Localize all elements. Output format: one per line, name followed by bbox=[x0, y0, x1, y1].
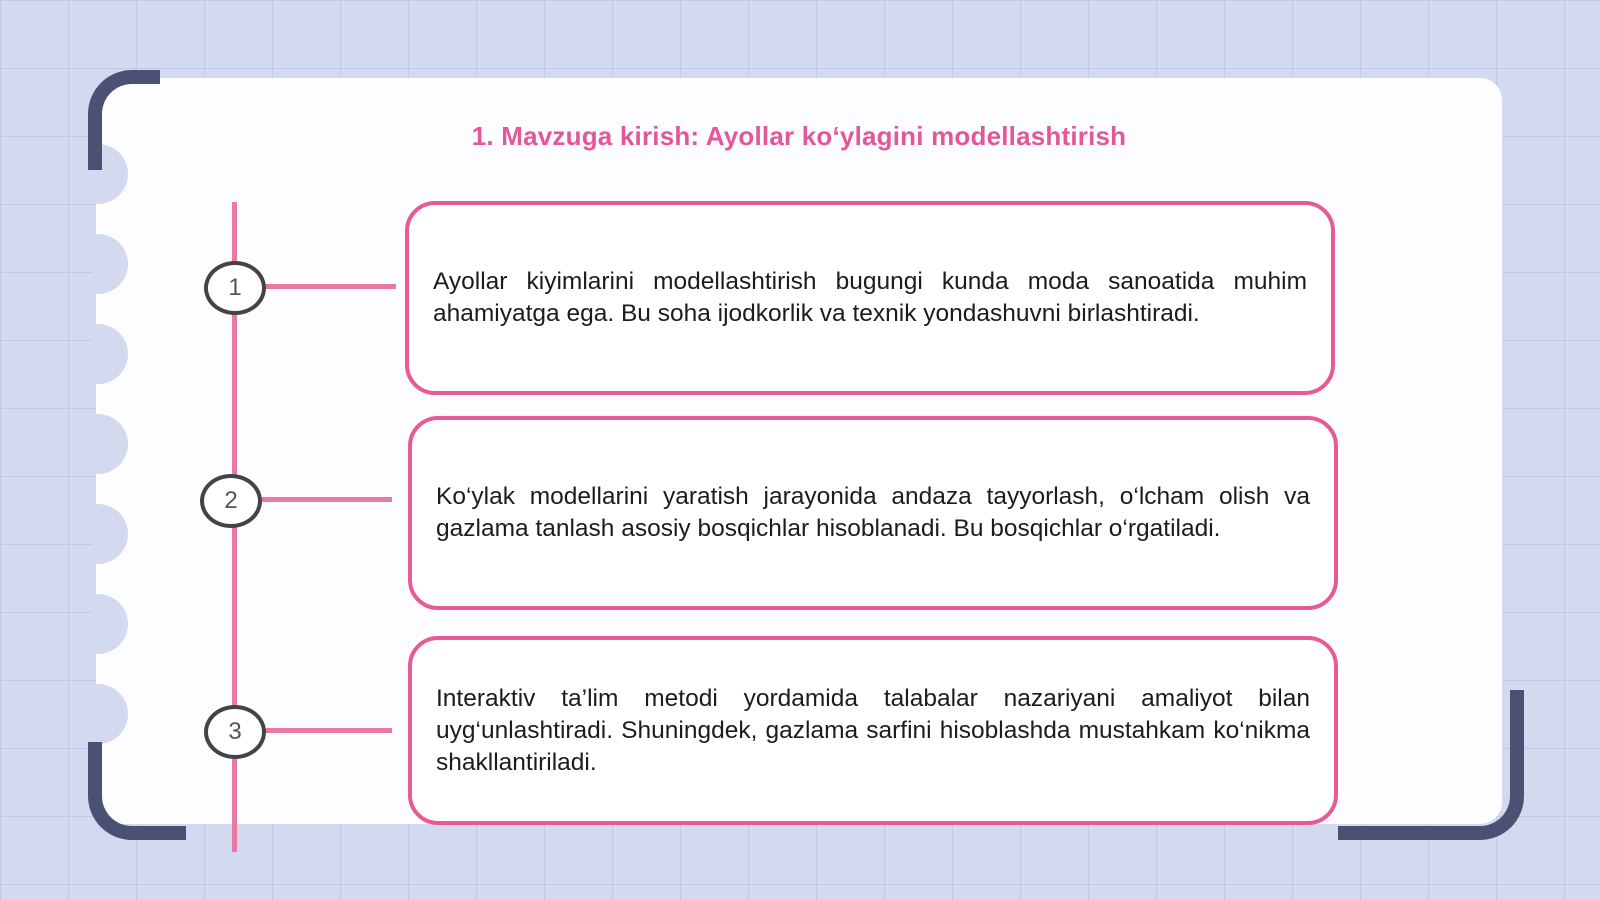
timeline-card-text: Ayollar kiyimlarini modellashtirish bugungi kunda moda sanoatida muhim ahamiyatga ega. Bu soha ijodkorlik va texnik yondashuvni birlashtiradi. bbox=[433, 268, 1307, 327]
timeline-node-2: 2 bbox=[200, 474, 262, 528]
timeline-connector bbox=[266, 728, 392, 733]
timeline-connector bbox=[262, 497, 392, 502]
timeline-card-text: Ko‘ylak modellarini yaratish jarayonida andaza tayyorlash, o‘lcham olish va gazlama tanlash asosiy bosqichlar hisoblanadi. Bu bosqichlar o‘rgatiladi. bbox=[436, 483, 1310, 542]
timeline-card-2 bbox=[408, 416, 1338, 610]
timeline-card-3 bbox=[408, 636, 1338, 825]
frame-corner-top-left bbox=[88, 70, 160, 170]
timeline-card-text: Interaktiv ta’lim metodi yordamida talabalar nazariyani amaliyot bilan uyg‘unlashtiradi. Shuningdek, gazlama sarfini hisoblashda mustahkam ko‘nikma shakllantiriladi. bbox=[436, 684, 1310, 776]
frame-corner-bottom-left bbox=[88, 742, 186, 840]
timeline-node-3: 3 bbox=[204, 705, 266, 759]
timeline-connector bbox=[266, 284, 396, 289]
slide-title: 1. Mavzuga kirish: Ayollar ko‘ylagini modellashtirish bbox=[471, 121, 1127, 151]
frame-corner-bottom-right bbox=[1338, 690, 1524, 840]
timeline-card-1 bbox=[405, 201, 1335, 395]
timeline-node-1: 1 bbox=[204, 261, 266, 315]
